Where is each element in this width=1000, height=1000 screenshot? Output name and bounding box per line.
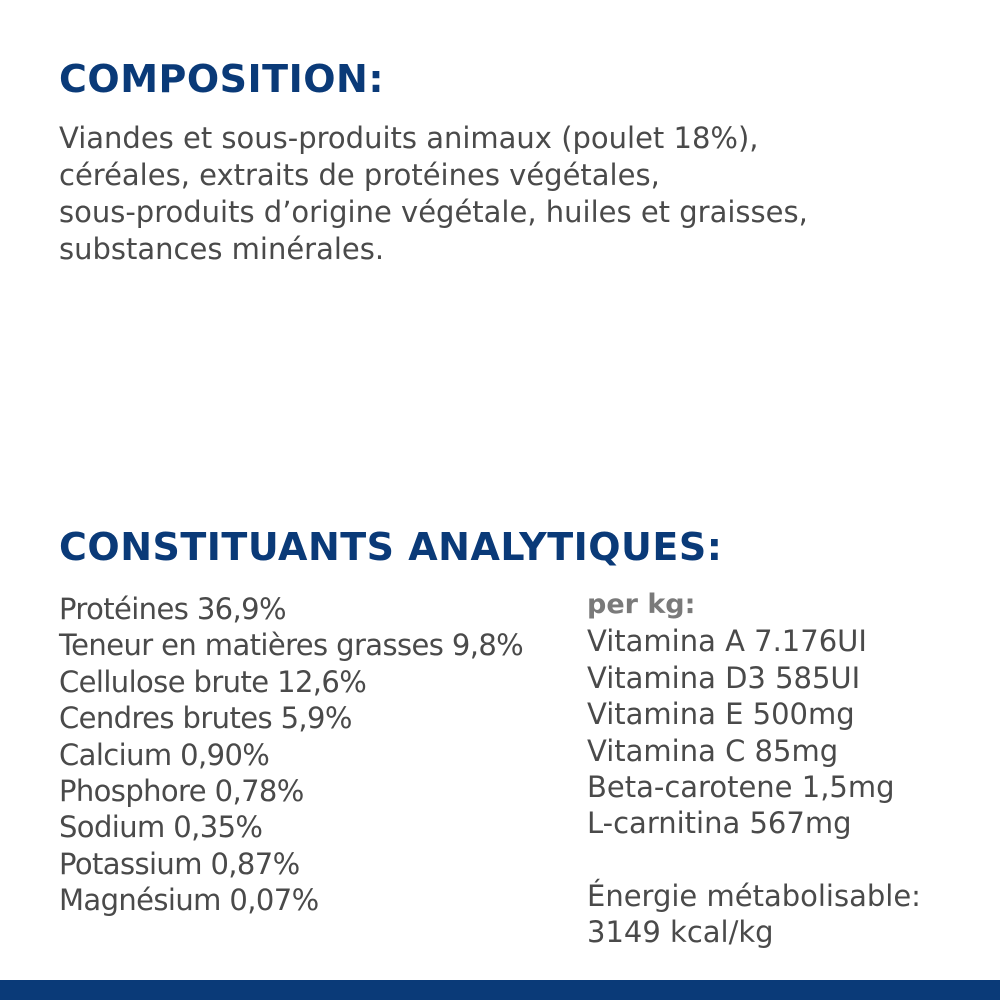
constituent-item: Magnésium 0,07% [59,883,319,918]
vitamin-item: Vitamina C 85mg [587,733,839,768]
composition-text [59,120,979,268]
constituent-item: Potassium 0,87% [59,846,300,881]
additives-list [587,587,921,951]
constituent-item: Protéines 36,9% [59,592,286,626]
vitamin-item: L-carnitina 567mg [587,806,852,841]
composition-line: sous-produits d’origine végétale, huiles et graisses, [59,195,808,229]
per-kg-label: per kg: [587,589,696,620]
vitamin-item: Beta-carotene 1,5mg [587,770,895,805]
energy-label: Énergie métabolisable: [587,878,921,913]
vitamin-item: Vitamina A 7.176UI [587,624,867,659]
vitamin-item: Vitamina E 500mg [587,697,855,732]
constituent-item: Sodium 0,35% [59,810,263,845]
constituent-item: Phosphore 0,78% [59,774,304,809]
composition-line: céréales, extraits de protéines végétales, [59,158,660,192]
composition-line: substances minérales. [59,232,385,266]
constituents-list [59,591,523,919]
bottom-bar [0,980,1000,1000]
composition-line: Viandes et sous-produits animaux (poulet 18%), [59,121,759,155]
energy-value: 3149 kcal/kg [587,915,774,950]
constituent-item: Cendres brutes 5,9% [59,701,352,736]
constituent-item: Teneur en matières grasses 9,8% [59,628,524,663]
constituent-item: Calcium 0,90% [59,737,270,772]
vitamin-item: Vitamina D3 585UI [587,660,861,695]
composition-heading: COMPOSITION: [59,57,385,101]
constituent-item: Cellulose brute 12,6% [59,664,367,699]
analytical-constituents-heading: CONSTITUANTS ANALYTIQUES: [59,525,723,569]
